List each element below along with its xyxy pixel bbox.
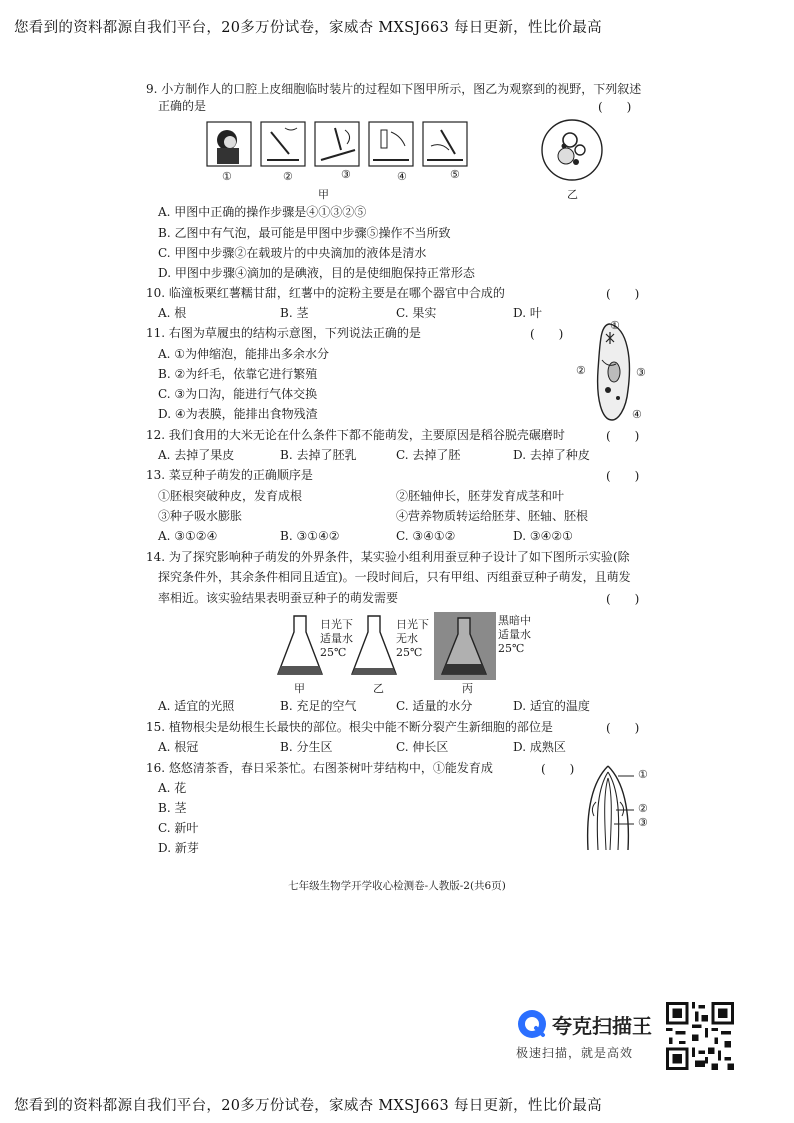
q13-option-a: A. ③①②④ bbox=[158, 529, 218, 543]
top-banner: 您看到的资料都源自我们平台，20多万份试卷，家威杏 MXSJ663 每日更新，性比价最高 bbox=[14, 20, 602, 36]
flask-bing-label: 丙 bbox=[462, 682, 473, 695]
q10-answer-paren: ( ) bbox=[606, 287, 640, 301]
q15-option-a: A. 根冠 bbox=[158, 740, 199, 754]
q14-stem-line1: 14. 为了探究影响种子萌发的外界条件，某实验小组利用蚕豆种子设计了如下图所示实验(除 bbox=[146, 550, 630, 564]
q16-option-a: A. 花 bbox=[158, 781, 187, 795]
flask-bing bbox=[434, 612, 496, 680]
q9-stem-line1: 9. 小方制作人的口腔上皮细胞临时装片的过程如下图甲所示，图乙为观察到的视野，下列叙述 bbox=[146, 82, 642, 96]
leaf-bud-diagram bbox=[578, 762, 638, 852]
step2-image bbox=[261, 122, 305, 166]
q14-stem-line3: 率相近。该实验结果表明蚕豆种子的萌发需要 bbox=[158, 591, 399, 605]
q10-option-c: C. 果实 bbox=[396, 306, 437, 320]
q9-option-a: A. 甲图中正确的操作步骤是④①③②⑤ bbox=[158, 205, 367, 219]
q16-stem: 16. 悠悠清茶香，春日采茶忙。右图茶树叶芽结构中，①能发育成 bbox=[146, 761, 493, 775]
step-label-3: ③ bbox=[341, 168, 351, 181]
q13-item-3: ③种子吸水膨胀 bbox=[158, 509, 243, 523]
q10-stem: 10. 临潼板栗红薯糯甘甜，红薯中的淀粉主要是在哪个器官中合成的 bbox=[146, 286, 505, 300]
page-footer: 七年级生物学开学收心检测卷-人教版-2(共6页) bbox=[288, 880, 506, 892]
leaf-bud-label-1: ① bbox=[638, 768, 648, 781]
bottom-banner: 您看到的资料都源自我们平台，20多万份试卷，家威杏 MXSJ663 每日更新，性比价最高 bbox=[14, 1098, 602, 1114]
q9-option-c: C. 甲图中步骤②在载玻片的中央滴加的液体是清水 bbox=[158, 246, 427, 260]
quark-logo-icon bbox=[516, 1008, 548, 1040]
q9-option-d: D. 甲图中步骤④滴加的是碘液，目的是使细胞保持正常形态 bbox=[158, 266, 475, 280]
q12-option-b: B. 去掉了胚乳 bbox=[280, 448, 357, 462]
step3-image bbox=[315, 122, 359, 166]
step-label-2: ② bbox=[283, 170, 293, 183]
q9-answer-paren: ( ) bbox=[598, 100, 632, 114]
q11-option-c: C. ③为口沟，能进行气体交换 bbox=[158, 387, 318, 401]
q15-option-d: D. 成熟区 bbox=[513, 740, 566, 754]
flask-bing-water: 适量水 bbox=[498, 628, 531, 641]
q13-item-1: ①胚根突破种皮，发育成根 bbox=[158, 489, 303, 503]
q12-stem: 12. 我们食用的大米无论在什么条件下都不能萌发，主要原因是稻谷脱壳碾磨时 bbox=[146, 428, 565, 442]
q14-option-b: B. 充足的空气 bbox=[280, 699, 357, 713]
flask-jia-water: 适量水 bbox=[320, 632, 353, 645]
flask-yi-water: 无水 bbox=[396, 632, 418, 645]
q15-answer-paren: ( ) bbox=[606, 721, 640, 735]
q16-option-b: B. 茎 bbox=[158, 801, 187, 815]
q16-option-c: C. 新叶 bbox=[158, 821, 199, 835]
q11-option-a: A. ①为伸缩泡，能排出多余水分 bbox=[158, 347, 330, 361]
step1-image bbox=[207, 122, 251, 166]
q12-option-c: C. 去掉了胚 bbox=[396, 448, 461, 462]
quark-logo-tagline: 极速扫描，就是高效 bbox=[516, 1046, 634, 1060]
paramecium-label-2: ② bbox=[576, 364, 586, 377]
q11-stem: 11. 右图为草履虫的结构示意图，下列说法正确的是 bbox=[146, 326, 421, 340]
q14-option-c: C. 适量的水分 bbox=[396, 699, 473, 713]
q13-answer-paren: ( ) bbox=[606, 469, 640, 483]
q9-stem-line2: 正确的是 bbox=[158, 99, 207, 113]
q14-stem-line2: 探究条件外，其余条件相同且适宜)。一段时间后，只有甲组、丙组蚕豆种子萌发，且萌发 bbox=[158, 570, 631, 584]
q16-answer-paren: ( ) bbox=[541, 762, 575, 776]
flask-yi-label: 乙 bbox=[373, 682, 384, 695]
q11-option-d: D. ④为表膜，能排出食物残渣 bbox=[158, 407, 318, 421]
q12-option-a: A. 去掉了果皮 bbox=[158, 448, 235, 462]
q13-option-b: B. ③①④② bbox=[280, 529, 340, 543]
flask-jia-temp: 25℃ bbox=[320, 646, 347, 659]
fig-yi-label: 乙 bbox=[567, 188, 578, 201]
q16-option-d: D. 新芽 bbox=[158, 841, 199, 855]
q12-option-d: D. 去掉了种皮 bbox=[513, 448, 590, 462]
quark-logo-name: 夸克扫描王 bbox=[552, 1014, 652, 1038]
q14-option-d: D. 适宜的温度 bbox=[513, 699, 590, 713]
q15-stem: 15. 植物根尖是幼根生长最快的部位。根尖中能不断分裂产生新细胞的部位是 bbox=[146, 720, 553, 734]
q13-item-4: ④营养物质转运给胚芽、胚轴、胚根 bbox=[396, 509, 589, 523]
flask-bing-light: 黑暗中 bbox=[498, 614, 531, 627]
qr-code-icon bbox=[666, 1002, 734, 1070]
step5-image bbox=[423, 122, 467, 166]
flask-yi-temp: 25℃ bbox=[396, 646, 423, 659]
q14-answer-paren: ( ) bbox=[606, 592, 640, 606]
q10-option-b: B. 茎 bbox=[280, 306, 309, 320]
q11-answer-paren: ( ) bbox=[530, 327, 564, 341]
q13-item-2: ②胚轴伸长，胚芽发育成茎和叶 bbox=[396, 489, 565, 503]
q13-option-d: D. ③④②① bbox=[513, 529, 573, 543]
q14-option-a: A. 适宜的光照 bbox=[158, 699, 235, 713]
fig-jia-label: 甲 bbox=[318, 188, 329, 201]
q11-option-b: B. ②为纤毛，依靠它进行繁殖 bbox=[158, 367, 318, 381]
paramecium-label-3: ③ bbox=[636, 366, 646, 379]
step-label-5: ⑤ bbox=[450, 168, 460, 181]
q10-option-d: D. 叶 bbox=[513, 306, 542, 320]
flask-jia bbox=[278, 616, 322, 674]
step-label-1: ① bbox=[222, 170, 232, 183]
paramecium-label-4: ④ bbox=[632, 408, 642, 421]
flask-yi bbox=[352, 616, 396, 674]
flask-jia-label: 甲 bbox=[294, 682, 305, 695]
q12-answer-paren: ( ) bbox=[606, 429, 640, 443]
flask-jia-conditions bbox=[320, 618, 353, 660]
leaf-bud-label-3: ③ bbox=[638, 816, 648, 829]
flask-bing-conditions bbox=[498, 614, 531, 656]
q15-option-b: B. 分生区 bbox=[280, 740, 333, 754]
step-label-4: ④ bbox=[397, 170, 407, 183]
paramecium-label-1: ① bbox=[610, 319, 620, 332]
flask-jia-light: 日光下 bbox=[320, 618, 353, 631]
q14-flask-figure bbox=[272, 612, 502, 682]
flask-bing-temp: 25℃ bbox=[498, 642, 525, 655]
q9-microscope-view bbox=[540, 118, 604, 182]
leaf-bud-label-2: ② bbox=[638, 802, 648, 815]
q15-option-c: C. 伸长区 bbox=[396, 740, 449, 754]
q13-stem: 13. 菜豆种子萌发的正确顺序是 bbox=[146, 468, 313, 482]
q13-option-c: C. ③④①② bbox=[396, 529, 456, 543]
q10-option-a: A. 根 bbox=[158, 306, 187, 320]
step4-image bbox=[369, 122, 413, 166]
flask-yi-conditions bbox=[396, 618, 429, 660]
flask-yi-light: 日光下 bbox=[396, 618, 429, 631]
q9-option-b: B. 乙图中有气泡，最可能是甲图中步骤⑤操作不当所致 bbox=[158, 226, 451, 240]
